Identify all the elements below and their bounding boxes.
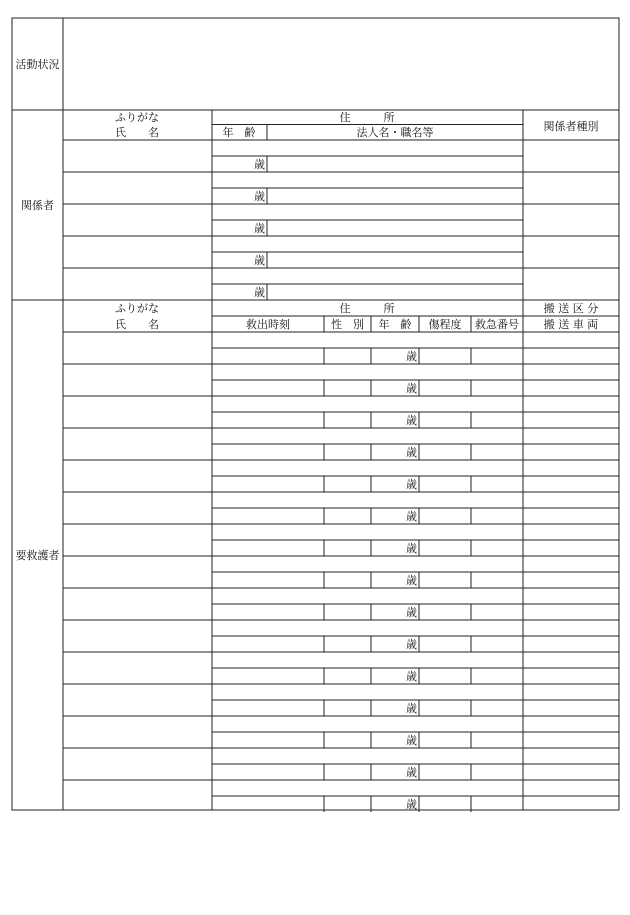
related-address-field[interactable] <box>213 269 522 283</box>
rescue-persons-section <box>12 300 619 812</box>
related-age-field[interactable] <box>213 189 253 203</box>
rescue-age-field[interactable] <box>372 701 404 715</box>
rescue-address-field[interactable] <box>213 653 522 667</box>
age-unit: 歳 <box>254 222 265 235</box>
rescue-address-field[interactable] <box>213 525 522 539</box>
rescue-sex-field[interactable] <box>325 349 370 363</box>
related-header-name: 氏 名 <box>115 126 159 139</box>
rescue-section-label: 要救護者 <box>15 549 60 562</box>
rescue-transport-vehicle-field[interactable] <box>524 637 618 651</box>
rescue-injury-field[interactable] <box>420 797 470 811</box>
rescue-header-time: 救出時刻 <box>246 318 290 331</box>
rescue-injury-field[interactable] <box>420 541 470 555</box>
rescue-address-field[interactable] <box>213 781 522 795</box>
related-type-field[interactable] <box>524 269 618 299</box>
rescue-age-field[interactable] <box>372 733 404 747</box>
rescue-transport-vehicle-field[interactable] <box>524 541 618 555</box>
rescue-name-field[interactable] <box>64 653 211 683</box>
rescue-sex-field[interactable] <box>325 669 370 683</box>
age-unit: 歳 <box>406 702 417 715</box>
rescue-name-field[interactable] <box>64 717 211 747</box>
rescue-time-field[interactable] <box>213 445 323 459</box>
rescue-time-field[interactable] <box>213 509 323 523</box>
rescue-emergency-no-field[interactable] <box>472 445 522 459</box>
rescue-injury-field[interactable] <box>420 605 470 619</box>
rescue-sex-field[interactable] <box>325 765 370 779</box>
rescue-emergency-no-field[interactable] <box>472 733 522 747</box>
related-address-field[interactable] <box>213 141 522 155</box>
rescue-transport-class-field[interactable] <box>524 429 618 443</box>
rescue-address-field[interactable] <box>213 397 522 411</box>
rescue-sex-field[interactable] <box>325 477 370 491</box>
related-header-furigana: ふりがな <box>115 111 159 124</box>
related-corp-field[interactable] <box>268 221 522 235</box>
related-type-field[interactable] <box>524 237 618 267</box>
age-unit: 歳 <box>406 382 417 395</box>
rescue-emergency-no-field[interactable] <box>472 701 522 715</box>
rescue-emergency-no-field[interactable] <box>472 797 522 811</box>
related-corp-field[interactable] <box>268 253 522 267</box>
rescue-name-field[interactable] <box>64 493 211 523</box>
rescue-sex-field[interactable] <box>325 797 370 811</box>
rescue-transport-vehicle-field[interactable] <box>524 797 618 811</box>
rescue-transport-class-field[interactable] <box>524 749 618 763</box>
rescue-address-field[interactable] <box>213 557 522 571</box>
rescue-injury-field[interactable] <box>420 381 470 395</box>
related-header-age: 年 齢 <box>222 126 256 139</box>
related-header-type: 関係者種別 <box>543 120 599 133</box>
rescue-transport-class-field[interactable] <box>524 333 618 347</box>
age-unit: 歳 <box>406 510 417 523</box>
age-unit: 歳 <box>406 446 417 459</box>
rescue-transport-vehicle-field[interactable] <box>524 349 618 363</box>
rescue-address-field[interactable] <box>213 589 522 603</box>
related-section-label: 関係者 <box>21 199 54 212</box>
related-corp-field[interactable] <box>268 157 522 171</box>
rescue-emergency-no-field[interactable] <box>472 413 522 427</box>
related-age-field[interactable] <box>213 285 253 299</box>
age-unit: 歳 <box>406 798 417 811</box>
activity-section <box>12 18 619 110</box>
rescue-time-field[interactable] <box>213 701 323 715</box>
rescue-sex-field[interactable] <box>325 445 370 459</box>
rescue-emergency-no-field[interactable] <box>472 381 522 395</box>
rescue-transport-class-field[interactable] <box>524 557 618 571</box>
rescue-injury-field[interactable] <box>420 445 470 459</box>
rescue-address-field[interactable] <box>213 685 522 699</box>
rescue-sex-field[interactable] <box>325 701 370 715</box>
rescue-transport-class-field[interactable] <box>524 461 618 475</box>
rescue-sex-field[interactable] <box>325 637 370 651</box>
rescue-sex-field[interactable] <box>325 573 370 587</box>
related-name-field[interactable] <box>64 173 211 203</box>
rescue-injury-field[interactable] <box>420 413 470 427</box>
related-name-field[interactable] <box>64 237 211 267</box>
related-persons-section <box>12 110 619 300</box>
rescue-address-field[interactable] <box>213 429 522 443</box>
rescue-injury-field[interactable] <box>420 701 470 715</box>
rescue-name-field[interactable] <box>64 781 211 811</box>
rescue-transport-class-field[interactable] <box>524 717 618 731</box>
rescue-age-field[interactable] <box>372 765 404 779</box>
related-corp-field[interactable] <box>268 285 522 299</box>
rescue-name-field[interactable] <box>64 365 211 395</box>
rescue-transport-vehicle-field[interactable] <box>524 669 618 683</box>
rescue-time-field[interactable] <box>213 669 323 683</box>
rescue-transport-class-field[interactable] <box>524 365 618 379</box>
rescue-transport-vehicle-field[interactable] <box>524 765 618 779</box>
rescue-emergency-no-field[interactable] <box>472 573 522 587</box>
rescue-address-field[interactable] <box>213 717 522 731</box>
rescue-transport-class-field[interactable] <box>524 653 618 667</box>
rescue-transport-vehicle-field[interactable] <box>524 573 618 587</box>
rescue-age-field[interactable] <box>372 605 404 619</box>
rescue-age-field[interactable] <box>372 541 404 555</box>
activity-label: 活動状況 <box>15 58 60 71</box>
related-header-address: 住 所 <box>339 111 395 124</box>
rescue-transport-class-field[interactable] <box>524 493 618 507</box>
rescue-transport-class-field[interactable] <box>524 525 618 539</box>
rescue-name-field[interactable] <box>64 621 211 651</box>
rescue-emergency-no-field[interactable] <box>472 669 522 683</box>
rescue-header-transport-class: 搬 送 区 分 <box>543 302 599 315</box>
related-type-field[interactable] <box>524 205 618 235</box>
rescue-injury-field[interactable] <box>420 477 470 491</box>
rescue-transport-vehicle-field[interactable] <box>524 509 618 523</box>
related-type-field[interactable] <box>524 173 618 203</box>
rescue-transport-class-field[interactable] <box>524 621 618 635</box>
rescue-time-field[interactable] <box>213 765 323 779</box>
rescue-age-field[interactable] <box>372 445 404 459</box>
related-header-corp: 法人名・職名等 <box>356 126 434 139</box>
related-type-field[interactable] <box>524 141 618 171</box>
rescue-header-injury: 傷程度 <box>428 318 462 331</box>
rescue-address-field[interactable] <box>213 621 522 635</box>
related-address-field[interactable] <box>213 173 522 187</box>
rescue-age-field[interactable] <box>372 477 404 491</box>
rescue-name-field[interactable] <box>64 685 211 715</box>
rescue-injury-field[interactable] <box>420 765 470 779</box>
rescue-header-address: 住 所 <box>339 302 395 315</box>
rescue-time-field[interactable] <box>213 797 323 811</box>
rescue-transport-vehicle-field[interactable] <box>524 477 618 491</box>
rescue-sex-field[interactable] <box>325 509 370 523</box>
age-unit: 歳 <box>254 254 265 267</box>
rescue-age-field[interactable] <box>372 509 404 523</box>
related-age-field[interactable] <box>213 221 253 235</box>
age-unit: 歳 <box>254 286 265 299</box>
rescue-name-field[interactable] <box>64 589 211 619</box>
age-unit: 歳 <box>406 606 417 619</box>
rescue-name-field[interactable] <box>64 333 211 363</box>
rescue-time-field[interactable] <box>213 733 323 747</box>
age-unit: 歳 <box>254 190 265 203</box>
rescue-time-field[interactable] <box>213 637 323 651</box>
rescue-emergency-no-field[interactable] <box>472 637 522 651</box>
rescue-time-field[interactable] <box>213 605 323 619</box>
rescue-name-field[interactable] <box>64 525 211 555</box>
rescue-age-field[interactable] <box>372 413 404 427</box>
rescue-sex-field[interactable] <box>325 541 370 555</box>
rescue-transport-vehicle-field[interactable] <box>524 605 618 619</box>
rescue-age-field[interactable] <box>372 349 404 363</box>
rescue-name-field[interactable] <box>64 749 211 779</box>
rescue-emergency-no-field[interactable] <box>472 605 522 619</box>
rescue-transport-vehicle-field[interactable] <box>524 701 618 715</box>
rescue-emergency-no-field[interactable] <box>472 541 522 555</box>
rescue-transport-class-field[interactable] <box>524 397 618 411</box>
related-address-field[interactable] <box>213 205 522 219</box>
rescue-header-transport-vehicle: 搬 送 車 両 <box>543 318 599 331</box>
age-unit: 歳 <box>406 542 417 555</box>
rescue-injury-field[interactable] <box>420 733 470 747</box>
age-unit: 歳 <box>406 766 417 779</box>
age-unit: 歳 <box>406 414 417 427</box>
rescue-name-field[interactable] <box>64 557 211 587</box>
age-unit: 歳 <box>406 350 417 363</box>
age-unit: 歳 <box>406 638 417 651</box>
rescue-age-field[interactable] <box>372 797 404 811</box>
age-unit: 歳 <box>406 574 417 587</box>
rescue-address-field[interactable] <box>213 493 522 507</box>
rescue-age-field[interactable] <box>372 637 404 651</box>
related-name-field[interactable] <box>64 269 211 299</box>
rescue-transport-class-field[interactable] <box>524 685 618 699</box>
rescue-time-field[interactable] <box>213 413 323 427</box>
rescue-transport-vehicle-field[interactable] <box>524 413 618 427</box>
activity-content-field[interactable] <box>64 19 618 109</box>
related-name-field[interactable] <box>64 141 211 171</box>
related-name-field[interactable] <box>64 205 211 235</box>
rescue-name-field[interactable] <box>64 429 211 459</box>
rescue-sex-field[interactable] <box>325 605 370 619</box>
rescue-header-furigana: ふりがな <box>115 302 159 315</box>
rescue-transport-class-field[interactable] <box>524 781 618 795</box>
age-unit: 歳 <box>406 670 417 683</box>
rescue-emergency-no-field[interactable] <box>472 765 522 779</box>
rescue-time-field[interactable] <box>213 573 323 587</box>
rescue-age-field[interactable] <box>372 573 404 587</box>
related-age-field[interactable] <box>213 157 253 171</box>
related-address-field[interactable] <box>213 237 522 251</box>
rescue-time-field[interactable] <box>213 349 323 363</box>
rescue-transport-class-field[interactable] <box>524 589 618 603</box>
rescue-injury-field[interactable] <box>420 509 470 523</box>
rescue-age-field[interactable] <box>372 381 404 395</box>
rescue-name-field[interactable] <box>64 461 211 491</box>
rescue-name-field[interactable] <box>64 397 211 427</box>
rescue-address-field[interactable] <box>213 365 522 379</box>
related-age-field[interactable] <box>213 253 253 267</box>
rescue-header-name: 氏 名 <box>115 318 159 331</box>
rescue-transport-vehicle-field[interactable] <box>524 445 618 459</box>
rescue-emergency-no-field[interactable] <box>472 509 522 523</box>
related-corp-field[interactable] <box>268 189 522 203</box>
rescue-emergency-no-field[interactable] <box>472 477 522 491</box>
rescue-address-field[interactable] <box>213 333 522 347</box>
age-unit: 歳 <box>406 478 417 491</box>
rescue-sex-field[interactable] <box>325 381 370 395</box>
rescue-age-field[interactable] <box>372 669 404 683</box>
rescue-address-field[interactable] <box>213 749 522 763</box>
rescue-injury-field[interactable] <box>420 669 470 683</box>
rescue-injury-field[interactable] <box>420 349 470 363</box>
rescue-injury-field[interactable] <box>420 573 470 587</box>
rescue-time-field[interactable] <box>213 541 323 555</box>
rescue-injury-field[interactable] <box>420 637 470 651</box>
rescue-header-emergency-no: 救急番号 <box>475 318 519 331</box>
rescue-transport-vehicle-field[interactable] <box>524 733 618 747</box>
rescue-time-field[interactable] <box>213 381 323 395</box>
rescue-sex-field[interactable] <box>325 413 370 427</box>
rescue-header-sex: 性 別 <box>331 318 364 331</box>
age-unit: 歳 <box>254 158 265 171</box>
rescue-time-field[interactable] <box>213 477 323 491</box>
rescue-address-field[interactable] <box>213 461 522 475</box>
rescue-header-age: 年 齢 <box>378 318 412 331</box>
rescue-sex-field[interactable] <box>325 733 370 747</box>
age-unit: 歳 <box>406 734 417 747</box>
rescue-transport-vehicle-field[interactable] <box>524 381 618 395</box>
rescue-emergency-no-field[interactable] <box>472 349 522 363</box>
